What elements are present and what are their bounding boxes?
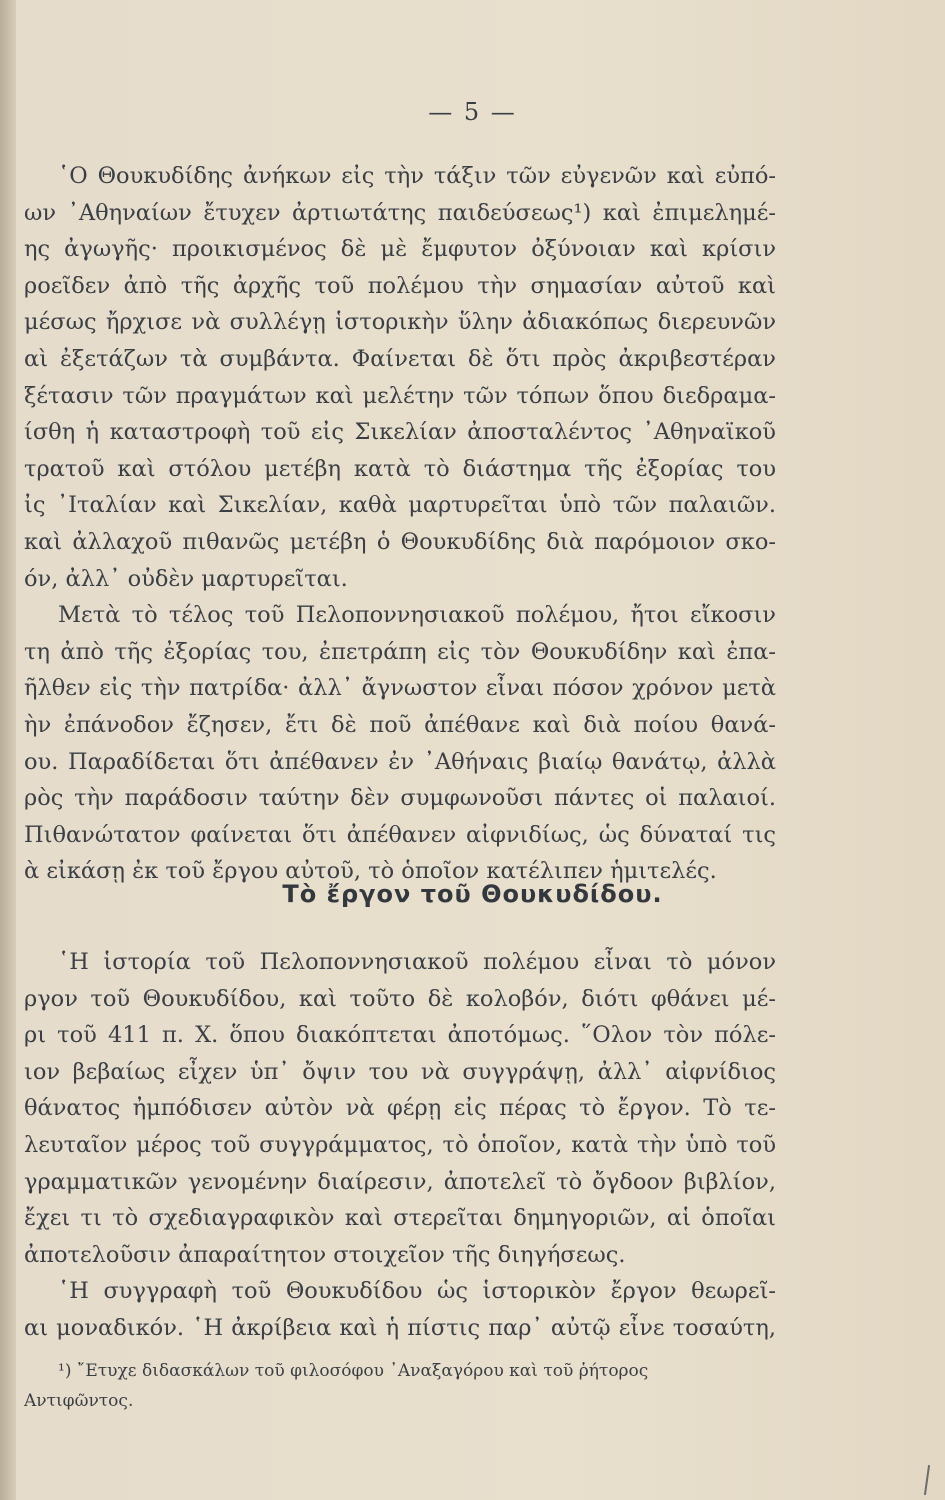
text-line: θάνατος ἠμπόδισεν αὐτὸν νὰ φέρῃ εἰς πέρας τὸ ἔργον. Τὸ τε-: [24, 1095, 776, 1122]
text-line: ιον βεβαίως εἶχεν ὑπ᾿ ὄψιν του νὰ συγγράψῃ, ἀλλ᾿ αἰφνίδιος: [24, 1058, 776, 1085]
paragraph-4: [24, 1273, 776, 1346]
text-line: γραμματικῶν γενομένην διαίρεσιν, ἀποτελεῖ τὸ ὄγδοον βιβλίον,: [24, 1168, 776, 1195]
pencil-mark: [924, 1465, 930, 1495]
text-line: τη ἀπὸ τῆς ἐξορίας του, ἐπετράπη εἰς τὸν Θουκυδίδην καὶ ἐπα-: [24, 638, 776, 665]
text-line: ίσθη ἡ καταστροφὴ τοῦ εἰς Σικελίαν ἀποσταλέντος ᾿Αθηναϊκοῦ: [24, 419, 776, 446]
body-text-upper: [24, 158, 776, 890]
text-line: καὶ ἀλλαχοῦ πιθανῶς μετέβη ὁ Θουκυδίδης διὰ παρόμοιον σκο-: [24, 528, 776, 555]
text-line: ῾Η ἱστορία τοῦ Πελοποννησιακοῦ πολέμου εἶναι τὸ μόνον: [58, 949, 776, 975]
text-line: αι μοναδικόν. ῾Η ἀκρίβεια καὶ ἡ πίστις παρ᾿ αὐτῷ εἶνε τοσαύτη,: [24, 1314, 776, 1341]
book-gutter: [0, 0, 16, 1500]
text-line: ξέτασιν τῶν πραγμάτων καὶ μελέτην τῶν τόπων ὅπου διεδραμα-: [24, 382, 776, 409]
text-line: ὰ εἰκάσῃ ἐκ τοῦ ἔργου αὐτοῦ, τὸ ὁποῖον κατέλιπεν ἡμιτελές.: [24, 858, 717, 885]
text-line: λευταῖον μέρος τοῦ συγγράμματος, τὸ ὁποῖον, κατὰ τὴν ὑπὸ τοῦ: [24, 1131, 776, 1158]
text-line: ργον τοῦ Θουκυδίδου, καὶ τοῦτο δὲ κολοβόν, διότι φθάνει μέ-: [24, 985, 776, 1012]
text-line: όν, ἀλλ᾿ οὐδὲν μαρτυρεῖται.: [24, 565, 348, 592]
page-number: — 5 —: [428, 98, 517, 126]
text-line: ου. Παραδίδεται ὅτι ἀπέθανεν ἐν ᾿Αθήναις βιαίῳ θανάτῳ, ἀλλὰ: [24, 748, 776, 775]
text-line: ἔχει τι τὸ σχεδιαγραφικὸν καὶ στερεῖται δημηγοριῶν, αἱ ὁποῖαι: [24, 1205, 776, 1232]
paragraph-3: [24, 944, 776, 1273]
footnote-line: Αντιφῶντος.: [24, 1391, 134, 1411]
text-line: ἰς ᾿Ιταλίαν καὶ Σικελίαν, καθὰ μαρτυρεῖται ὑπὸ τῶν παλαιῶν.: [24, 492, 776, 519]
text-line: τρατοῦ καὶ στόλου μετέβη κατὰ τὸ διάστημα τῆς ἐξορίας του: [24, 455, 776, 482]
text-line: ῆλθεν εἰς τὴν πατρίδα· ἀλλ᾿ ἄγνωστον εἶναι πόσον χρόνον μετὰ: [24, 675, 776, 702]
text-line: ης ἀγωγῆς· προικισμένος δὲ μὲ ἔμφυτον ὀξύνοιαν καὶ κρίσιν: [24, 236, 776, 263]
text-line: ῾Η συγγραφὴ τοῦ Θουκυδίδου ὡς ἱστορικὸν ἔργον θεωρεῖ-: [58, 1278, 776, 1305]
paragraph-1: [24, 158, 776, 597]
body-text-lower: [24, 944, 776, 1347]
text-line: ων ᾿Αθηναίων ἔτυχεν ἀρτιωτάτης παιδεύσεως¹) καὶ ἐπιμελημέ-: [24, 199, 776, 226]
text-line: ὴν ἐπάνοδον ἔζησεν, ἔτι δὲ ποῦ ἀπέθανε καὶ διὰ ποίου θανά-: [24, 711, 776, 738]
text-line: αὶ ἐξετάζων τὰ συμβάντα. Φαίνεται δὲ ὅτι πρὸς ἀκριβεστέραν: [24, 345, 776, 372]
footnote: [24, 1356, 776, 1416]
text-line: Μετὰ τὸ τέλος τοῦ Πελοποννησιακοῦ πολέμου, ἤτοι εἴκοσιν: [58, 602, 776, 629]
text-line: μέσως ἤρχισε νὰ συλλέγῃ ἱστορικὴν ὕλην ἀδιακόπως διερευνῶν: [24, 309, 776, 336]
text-line: ρι τοῦ 411 π. Χ. ὅπου διακόπτεται ἀποτόμως. ῞Ολον τὸν πόλε-: [24, 1022, 776, 1049]
text-line: ρὸς τὴν παράδοσιν ταύτην δὲν συμφωνοῦσι πάντες οἱ παλαιοί.: [24, 785, 776, 812]
text-line: ῾Ο Θουκυδίδης ἀνήκων εἰς τὴν τάξιν τῶν εὐγενῶν καὶ εὐπό-: [58, 163, 776, 189]
text-line: Πιθανώτατον φαίνεται ὅτι ἀπέθανεν αἰφνιδίως, ὡς δύναταί τις: [24, 821, 776, 848]
text-line: ἀποτελοῦσιν ἀπαραίτητον στοιχεῖον τῆς διηγήσεως.: [24, 1241, 626, 1268]
paragraph-2: [24, 597, 776, 890]
section-heading: Τὸ ἔργον τοῦ Θουκυδίδου.: [282, 880, 663, 908]
text-line: ροεῖδεν ἀπὸ τῆς ἀρχῆς τοῦ πολέμου τὴν σημασίαν αὐτοῦ καὶ: [24, 272, 776, 299]
footnote-line: ¹) ῎Ετυχε διδασκάλων τοῦ φιλοσόφου ᾿Αναξαγόρου καὶ τοῦ ῥήτορος: [58, 1361, 649, 1381]
